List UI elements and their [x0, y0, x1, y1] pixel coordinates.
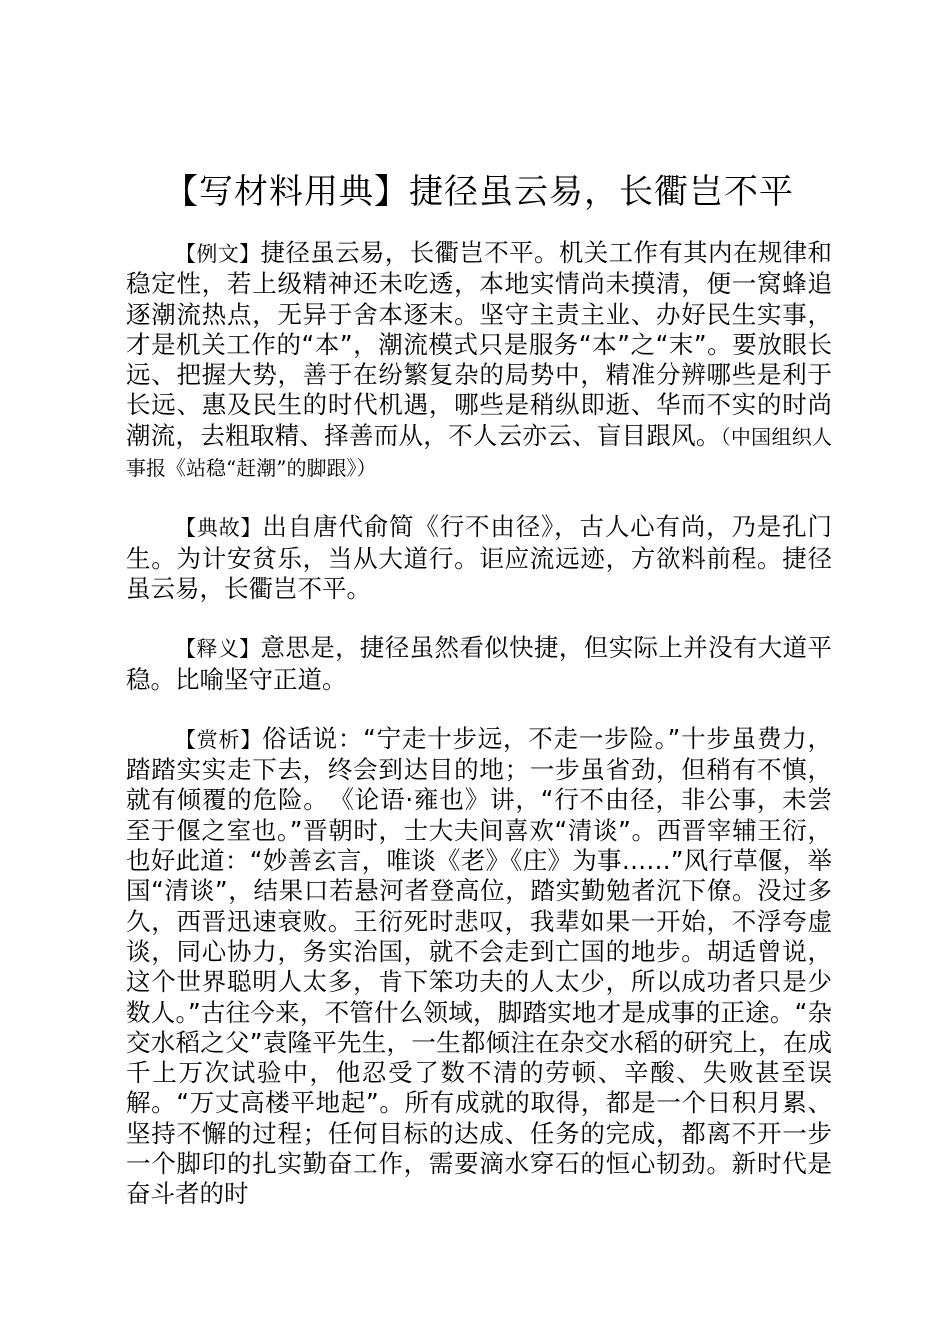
appreciation-paragraph: [126, 724, 832, 1210]
allusion-paragraph: [126, 512, 832, 604]
example-text: 捷径虽云易，长衢岂不平。机关工作有其内在规律和稳定性，若上级精神还未吃透，本地实情尚未摸清，便一窝蜂追逐潮流热点，无异于舍本逐末。坚守主责主业、办好民生实事，才是机关工作的“本”，潮流模式只是服务“本”之“末”。要放眼长远、把握大势，善于在纷繁复杂的局势中，精准分辨哪些是利于长远、惠及民生的时代机遇，哪些是稍纵即逝、华而不实的时尚潮流，去粗取精、择善而从，不人云亦云、盲目跟风。: [126, 238, 833, 450]
allusion-text: 出自唐代俞简《行不由径》，古人心有尚，乃是孔门生。为计安贫乐，当从大道行。讵应流远迹，方欲料前程。捷径虽云易，长衢岂不平。: [126, 512, 833, 603]
meaning-text: 意思是，捷径虽然看似快捷，但实际上并没有大道平稳。比喻坚守正道。: [126, 633, 833, 694]
meaning-label: 【释义】: [175, 637, 261, 662]
document-title: 【写材料用典】捷径虽云易，长衢岂不平: [164, 172, 794, 212]
document-page: [126, 0, 832, 1210]
appreciation-text: 俗话说：“宁走十步远，不走一步险。”十步虽费力，踏踏实实走下去，终会到达目的地；一步虽省劲，但稍有不慎，就有倾覆的危险。 《论语·雍也》讲，“行不由径，非公事，未尝至于偃之室也。”晋朝时，士大夫间喜欢“清谈”。西晋宰辅王衍，也好此道：“妙善玄言，唯谈《老》《庄》为事……”风行草偃，举国“清谈”，结果口若悬河者登高位，踏实勤勉者沉下僚。没过多久，西晋迅速衰败。王衍死时悲叹，我辈如果一开始，不浮夸虚谈，同心协力，务实治国，就不会走到亡国的地步。胡适曾说，这个世界聪明人太多，肯下笨功夫的人太少，所以成功者只是少数人。”古往今来，不管什么领域，脚踏实地才是成事的正途。“杂交水稻之父”袁隆平先生，一生都倾注在杂交水稻的研究上，在成千上万次试验中，他忍受了数不清的劳顿、辛酸、失败甚至误解。“万丈高楼平地起”。所有成就的取得，都是一个日积月累、坚持不懈的过程；任何目标的达成、任务的完成，都离不开一步一个脚印的扎实勤奋工作，需要滴水穿石的恒心韧劲。新时代是奋斗者的时: [126, 723, 832, 1209]
meaning-paragraph: [126, 633, 832, 695]
example-label: 【例文】: [175, 242, 261, 266]
appreciation-label: 【赏析】: [175, 727, 263, 752]
example-paragraph: [126, 238, 832, 483]
allusion-label: 【典故】: [175, 516, 263, 541]
example-source: （中国组织人事报《站稳“赶潮”的脚跟》）: [126, 424, 833, 481]
